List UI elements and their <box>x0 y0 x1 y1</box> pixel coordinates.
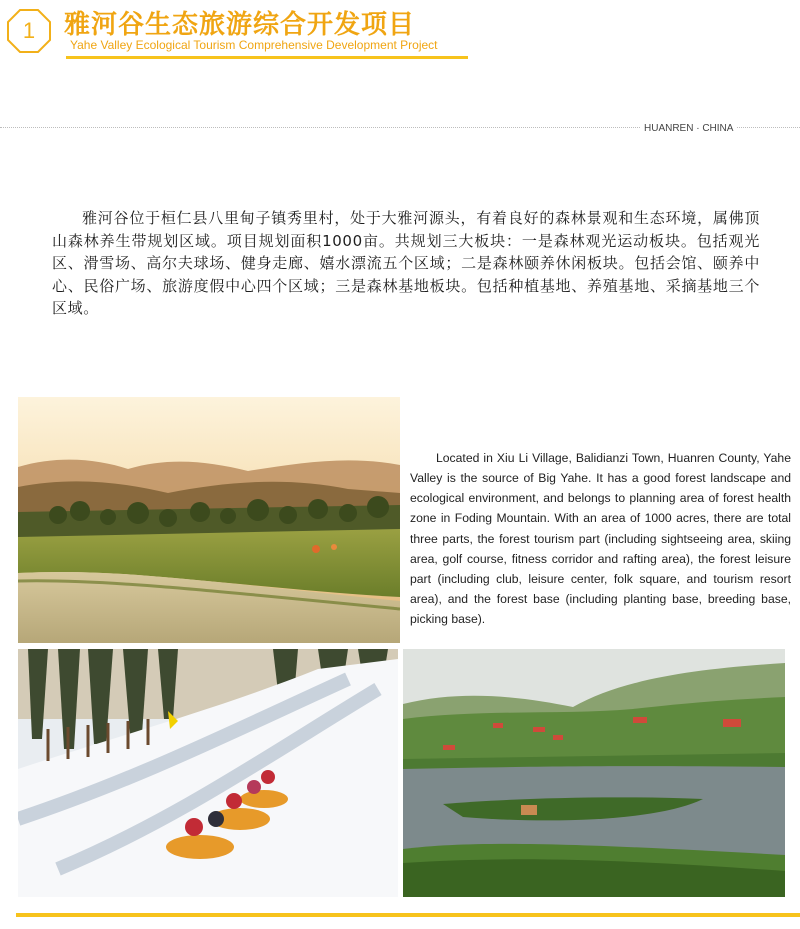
golf-course-photo <box>18 397 400 643</box>
section-number-badge <box>6 8 52 54</box>
footer-divider <box>16 913 800 917</box>
intro-paragraph-en: Located in Xiu Li Village, Balidianzi Town, Huanren County, Yahe Valley is the source of Big Yahe. It has a good forest landscape and ecological environment, and belongs to planning area of forest health zone in Foding Mountain. With an area of 1000 acres, there are total three parts, the forest tourism part (including sightseeing area, skiing area, golf course, fitness corridor and rafting area), the forest leisure part (including club, leisure center, folk square, and tourism resort area), and the forest base (including planting base, breeding base, picking base). <box>410 451 791 626</box>
section-number: 1 <box>22 18 36 43</box>
lake-resort-photo <box>403 649 785 897</box>
location-label: HUANREN · CHINA <box>640 123 737 134</box>
page-title-en: Yahe Valley Ecological Tourism Comprehensive Development Project <box>70 38 438 52</box>
intro-paragraph-cn: 雅河谷位于桓仁县八里甸子镇秀里村，处于大雅河源头，有着良好的森林景观和生态环境，属佛顶山森林养生带规划区域。项目规划面积1000亩。共规划三大板块：一是森林观光运动板块。包括观光区、滑雪场、高尔夫球场、健身走廊、嬉水漂流五个区域；二是森林颐养休闲板块。包括会馆、颐养中心、民俗广场、旅游度假中心四个区域；三是森林基地板块。包括种植基地、养殖基地、采摘基地三个区域。 <box>52 209 760 317</box>
snow-tubing-photo <box>18 649 398 897</box>
page-title-cn: 雅河谷生态旅游综合开发项目 <box>64 10 416 40</box>
header-divider <box>66 56 468 59</box>
